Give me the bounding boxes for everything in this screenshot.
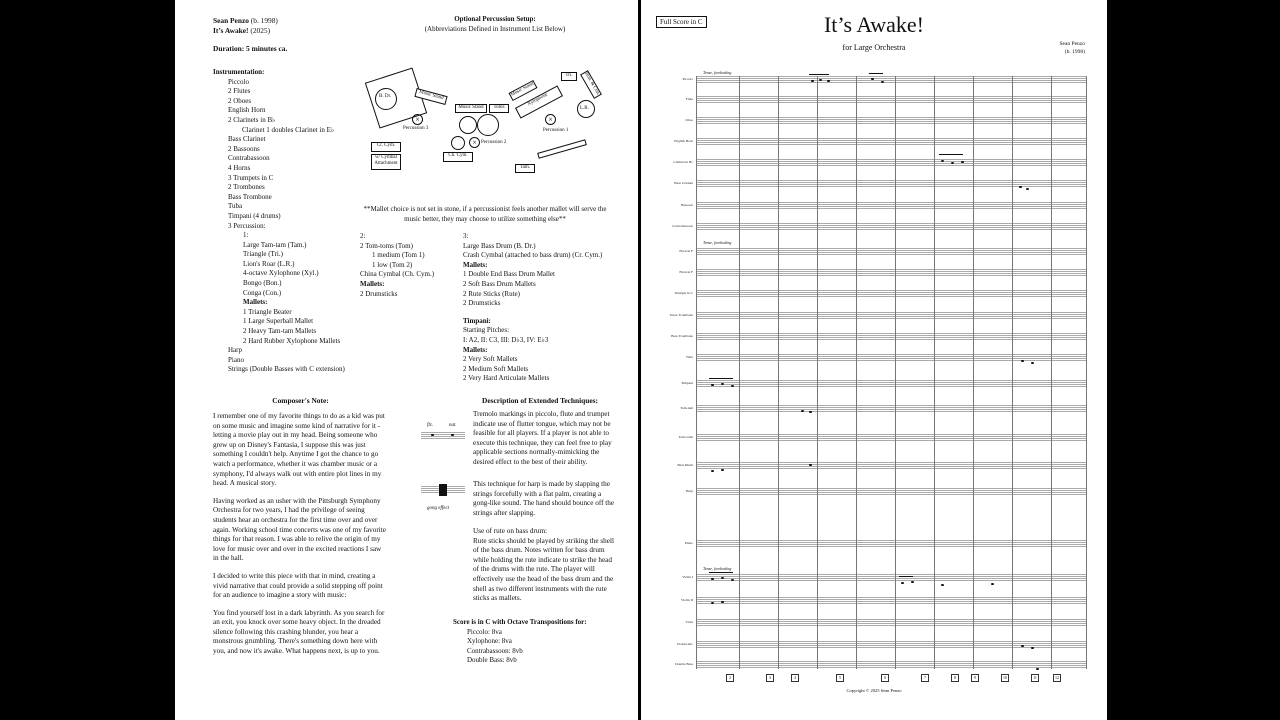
note-head — [1026, 188, 1029, 190]
note-paragraph: I decided to write this piece with that in mind, creating a vivid narrative that could provide a solid stepping off point for an audience to imagine a story with music: — [213, 571, 383, 600]
player-marker-2: × — [469, 137, 480, 148]
instrument-item: Harp — [228, 346, 242, 355]
measure-number: 10 — [1003, 675, 1007, 680]
note-head — [941, 584, 944, 586]
label-lions-roar: L.R. — [580, 106, 589, 111]
label-cymbal-attachment: w/ Cymbal Attachment — [371, 154, 401, 170]
beam — [709, 378, 733, 379]
instrument-label: Harp — [686, 489, 693, 493]
staff — [696, 661, 1086, 669]
instrument-label: Violin I — [682, 575, 693, 579]
techniques-heading: Description of Extended Techniques: — [481, 396, 598, 405]
instrument-label: Violoncello — [676, 642, 693, 646]
staff — [696, 405, 1086, 413]
perc-item: 2 Tom-toms (Tom) — [360, 241, 413, 250]
mallets-label: Mallets: — [463, 260, 488, 269]
instrument-label: Horn in F — [679, 270, 693, 274]
rute-title: Use of rute on bass drum: — [473, 527, 548, 535]
perc-item: China Cymbal (Ch. Cym.) — [360, 270, 435, 279]
transpositions — [453, 618, 587, 666]
copyright: Copyright © 2025 Sean Penzo — [846, 688, 902, 693]
tom-2-shape — [477, 114, 499, 136]
perc-item: Large Bass Drum (B. Dr.) — [463, 241, 536, 250]
percussion-3-number: 3: — [463, 232, 469, 240]
mallet-item: 2 Medium Soft Mallets — [463, 364, 529, 373]
instrument-label: Tam-tam — [680, 406, 693, 410]
measure-number: 11 — [1031, 674, 1039, 682]
staff — [696, 202, 1086, 210]
staff — [696, 138, 1086, 146]
perc-item: 4-octave Xylophone (Xyl.) — [243, 269, 319, 278]
harp-text: This technique for harp is made by slapping the strings forcefully with a flat palm, creating a gong-like sound. The hand should bounce off the strings after slapping. — [473, 480, 615, 517]
transpositions-heading: Score is in C with Octave Transpositions for: — [453, 618, 587, 626]
note-head — [1031, 362, 1034, 364]
percussion-2-list — [360, 232, 434, 299]
instrument-label: Piano — [685, 541, 693, 545]
score-composer-born: (b. 1998) — [1064, 49, 1085, 55]
percussion-setup-diagram — [365, 66, 620, 178]
instrument-label: Bass Clarinet — [674, 181, 693, 185]
instrumentation-list — [213, 68, 345, 375]
staff — [696, 434, 1086, 442]
staff — [696, 312, 1086, 320]
staff — [696, 354, 1086, 362]
instrument-label: Bass Trombone — [671, 334, 693, 338]
figure-note — [451, 434, 454, 436]
perc-item: 1 medium (Tom 1) — [372, 251, 425, 260]
slap-symbol — [439, 484, 447, 496]
rute-block — [473, 527, 618, 604]
staff — [696, 380, 1086, 388]
measure-number: 8 — [951, 674, 959, 682]
instrument-label: Violin II — [681, 598, 693, 602]
instrument-label: Viola — [685, 620, 693, 624]
instrument-label: Tuba — [685, 355, 693, 359]
note-head — [731, 385, 734, 387]
note-head — [911, 581, 914, 583]
label-bongo-conga: Bon. & Con. — [580, 70, 602, 99]
perc-item: Lion's Roar (L.R.) — [243, 259, 295, 268]
composers-note-heading: Composer's Note: — [272, 396, 329, 405]
staff — [696, 462, 1086, 470]
instrument-item: 2 Oboes — [228, 96, 252, 105]
composer-birth: (b. 1998) — [248, 16, 278, 25]
timpani-heading: Timpani: — [463, 316, 491, 325]
piece-year: (2025) — [248, 26, 271, 35]
instrument-item: 2 Bassoons — [228, 144, 260, 153]
tremolo-text: Tremolo markings in piccolo, flute and trumpet indicate use of flutter tongue, which may not be feasible for all players. If a player is not able to execute this technique, they can feel free to play applicable sections normally-mimicking the desired effect to the best of their ability. — [473, 410, 612, 466]
mallets-label: Mallets: — [463, 345, 488, 354]
instrument-label: Contrabassoon — [672, 224, 693, 228]
score-composer: Sean Penzo — [1059, 41, 1085, 47]
barline — [817, 76, 818, 669]
note-head — [801, 410, 804, 412]
staff — [696, 619, 1086, 627]
rute-text: Rute sticks should be played by striking the shell of the bass drum. Notes written for bass drum while holding the rute indicate to strike the head of the drums with the rute. The player will effectively use the head of the bass drum and the shell as two different instruments with the rute sticks as mallets. — [473, 536, 614, 603]
instrument-item: 2 Clarinets in B♭ — [228, 115, 276, 124]
transposition-item: Double Bass: 8vb — [467, 656, 517, 665]
duration: Duration: 5 minutes ca. — [213, 44, 288, 53]
note-head — [731, 579, 734, 581]
staff — [696, 117, 1086, 125]
note-head — [711, 470, 714, 472]
note-head — [1019, 186, 1022, 188]
note-head — [711, 384, 714, 386]
measure-number: 5 — [836, 674, 844, 682]
mallet-item: 2 Soft Bass Drum Mallets — [463, 279, 536, 288]
label-percussion-2: Percussion 2 — [481, 140, 507, 145]
barline — [739, 76, 740, 669]
staff — [696, 290, 1086, 298]
instrument-label: Trumpet in C — [674, 291, 693, 295]
note-head — [951, 162, 954, 164]
music-stand-2: Music Stand — [455, 104, 487, 113]
instrument-item: Piccolo — [228, 77, 249, 86]
xylophone-shape: Xylophone — [515, 85, 563, 118]
barline — [895, 76, 896, 669]
instrument-item: 3 Trumpets in C — [228, 173, 274, 182]
instrument-item: English Horn — [228, 106, 266, 115]
barline — [1086, 76, 1087, 669]
note-head — [711, 578, 714, 580]
tempo-marking: Tense, foreboding — [703, 70, 732, 75]
measure-number: 7 — [921, 674, 929, 682]
beam — [869, 73, 883, 74]
instrument-label: Bassoon — [681, 203, 693, 207]
barline — [1012, 76, 1013, 669]
instrument-item: Tuba — [228, 202, 243, 211]
barline — [934, 76, 935, 669]
beam — [809, 74, 829, 75]
note-head — [961, 161, 964, 163]
label-percussion-3: Percussion 3 — [403, 126, 429, 131]
note-head — [991, 583, 994, 585]
note-head — [827, 80, 830, 82]
piece-title: It’s Awake! — [213, 26, 249, 35]
score-page — [641, 0, 1107, 720]
mallet-item: 1 Triangle Beater — [243, 307, 292, 316]
staff — [696, 96, 1086, 104]
perc-item: 1 low (Tom 2) — [372, 260, 413, 269]
mallet-item: 2 Hard Rubber Xylophone Mallets — [243, 336, 341, 345]
staff — [696, 180, 1086, 188]
note-head — [1031, 647, 1034, 649]
mallet-note: **Mallet choice is not set in stone, if a percussionist feels another mallet will serve the music better, they may choose to utilize something else** — [363, 205, 607, 223]
instrument-label: English Horn — [674, 139, 693, 143]
nat-label: nat. — [449, 423, 457, 428]
instrument-label: Horn in F — [679, 249, 693, 253]
program-notes-page — [175, 0, 638, 720]
note-head — [1036, 668, 1039, 670]
note-head — [721, 577, 724, 579]
percussion-1-list — [228, 231, 345, 346]
label-triangle: Tri. — [561, 72, 577, 81]
instrument-item: 2 Flutes — [228, 87, 251, 96]
beam — [899, 576, 913, 577]
mallets-label: Mallets: — [243, 298, 268, 307]
china-cymbal-shape — [451, 136, 465, 150]
beam — [939, 154, 963, 155]
mallet-item: 2 Heavy Tam-tam Mallets — [243, 327, 317, 336]
measure-number: 2 — [726, 674, 734, 682]
timpani-pitches: I: A2, II: C3, III: D♭3, IV: E♭3 — [463, 335, 549, 344]
player-marker-3: × — [412, 114, 423, 125]
gong-effect-figure — [421, 478, 465, 516]
instrument-label: Double Bass — [675, 662, 693, 666]
perc-item: Large Tam-tam (Tam.) — [243, 240, 307, 249]
instrument-item: Piano — [228, 355, 244, 364]
instrument-item: Bass Trombone — [228, 192, 272, 201]
perc-item: Crash Cymbal (attached to bass drum) (Cr. Cym.) — [463, 251, 603, 260]
instrument-item: 2 Trombones — [228, 183, 265, 192]
label-percussion-1: Percussion 1 — [543, 128, 569, 133]
figure-staff — [421, 432, 465, 440]
setup-subheading: (Abbreviations Defined in Instrument List Below) — [424, 24, 566, 33]
label-bass-drum: B. Dr. — [379, 94, 392, 99]
instrument-label: Piccolo — [682, 77, 693, 81]
percussion-1-number: 1: — [243, 231, 249, 240]
note-head — [721, 469, 724, 471]
tempo-marking-brass: Tense, foreboding — [703, 240, 732, 245]
gong-effect-label: gong effect — [427, 506, 450, 511]
note-paragraph: You find yourself lost in a dark labyrinth. As you search for an exit, you knock over some heavy object. In the dreaded silence following this crashing blunder, you hear a monstrous grumbling. There's something down here with you, and now it's awake. What happens next, is up to you. — [213, 608, 385, 656]
full-score-badge: Full Score in C — [656, 16, 707, 28]
staff — [696, 269, 1086, 277]
note-head — [871, 78, 874, 80]
note-head — [721, 601, 724, 603]
instrument-item: Strings (Double Basses with C extension) — [228, 365, 345, 374]
barline — [696, 76, 697, 669]
instrument-item: Timpani (4 drums) — [228, 211, 281, 220]
note-paragraph: Having worked as an usher with the Pittsburgh Symphony Orchestra for two years, I had the privilege of seeing students hear an orchestra for the first time over and over again. Working school time concerts was one of my favorite things for that reason. I was able to relive the origin of my love for music over and over in the excited reactions I saw in the hall. — [213, 496, 386, 563]
label-china-cymbal: Ch. Cym. — [443, 152, 473, 162]
label-crash-cymbal: Cr. Cym. — [371, 142, 401, 152]
instrument-item: Bass Clarinet — [228, 135, 266, 144]
instrument-label: Tom-toms — [678, 435, 693, 439]
barline — [1051, 76, 1052, 669]
perc-item: Triangle (Tri.) — [243, 250, 283, 259]
staff — [696, 488, 1086, 496]
measure-number: 4 — [791, 674, 799, 682]
score-system — [641, 0, 1107, 720]
barline — [973, 76, 974, 669]
note-head — [1021, 360, 1024, 362]
barline — [856, 76, 857, 669]
mallets-label: Mallets: — [360, 279, 385, 288]
note-head — [809, 411, 812, 413]
perc-item: Bongo (Bon.) — [243, 279, 282, 288]
staff — [696, 248, 1086, 256]
score-title: It’s Awake! — [823, 12, 924, 37]
note-head — [809, 464, 812, 466]
staff — [696, 540, 1086, 548]
mallet-item: 2 Very Soft Mallets — [463, 355, 518, 364]
flz-label: flz. — [427, 423, 433, 428]
tom-1-shape — [459, 116, 477, 134]
staff — [696, 76, 1086, 84]
tam-tam-shape — [537, 139, 587, 159]
note-head — [881, 81, 884, 83]
music-stand-1: Music Stand — [414, 88, 447, 105]
instrument-label: Clarinet in B♭ — [673, 160, 693, 164]
tempo-marking-strings: Tense, foreboding — [703, 566, 732, 571]
score-subtitle: for Large Orchestra — [842, 43, 906, 52]
note-paragraph: I remember one of my favorite things to do as a kid was put on some music and imagine some kind of narrative for it - letting a movie play out in my head. Being someone who grew up on Disney's Fantasia, I suppose this was just something I couldn't help. Anytime I got the chance to go watch a performance, whether it was chamber music or a symphony, I'd always walk out with entire plot lines in my head. A musical story. — [213, 412, 385, 488]
note-head — [901, 582, 904, 584]
instrument-label: Flute — [685, 97, 693, 101]
transposition-item: Piccolo: 8va — [467, 627, 502, 636]
label-toms: Toms — [489, 104, 509, 113]
measure-number: 6 — [881, 674, 889, 682]
mallet-item: 2 Drumsticks — [360, 289, 398, 298]
staff — [696, 574, 1086, 582]
staff — [696, 159, 1086, 167]
note-head — [711, 602, 714, 604]
note-head — [1021, 645, 1024, 647]
staff — [696, 333, 1086, 341]
measure-number: 9 — [971, 674, 979, 682]
instrument-label: Bass Drum — [677, 463, 693, 467]
mallet-item: 1 Double End Bass Drum Mallet — [463, 270, 555, 279]
instrument-label: Oboe — [685, 118, 693, 122]
setup-heading: Optional Percussion Setup: — [454, 15, 536, 23]
instrument-item: Contrabassoon — [228, 154, 270, 163]
measure-number: 12 — [1055, 675, 1059, 680]
note-head — [811, 80, 814, 82]
music-stand-3: Music Stand — [509, 80, 538, 101]
note-head — [941, 160, 944, 162]
composer-name: Sean Penzo — [213, 16, 249, 25]
staff — [696, 641, 1086, 649]
staff — [696, 597, 1086, 605]
instrument-item: Clarinet 1 doubles Clarinet in E♭ — [242, 125, 335, 134]
note-head — [819, 79, 822, 81]
mallet-item: 2 Rute Sticks (Rute) — [463, 289, 520, 298]
instrumentation-heading: Instrumentation: — [213, 68, 265, 76]
perc-item: Conga (Con.) — [243, 288, 282, 297]
percussion-2-number: 2: — [360, 232, 366, 240]
mallet-item: 1 Large Superball Mallet — [243, 317, 314, 326]
setup-heading-block — [405, 15, 585, 34]
beam — [709, 572, 733, 573]
instrument-label: Timpani — [681, 381, 693, 385]
timpani-pitches-label: Starting Pitches: — [463, 326, 510, 335]
transposition-item: Xylophone: 8va — [467, 637, 512, 646]
mallet-item: 2 Very Hard Articulate Mallets — [463, 374, 550, 383]
label-tam-tam: Tam. — [515, 164, 535, 173]
instrument-label: Tenor Trombone — [669, 313, 693, 317]
measure-number: 3 — [766, 674, 774, 682]
instrument-item: 4 Horns — [228, 163, 251, 172]
note-head — [721, 383, 724, 385]
percussion-3-list — [463, 232, 602, 384]
composers-note — [213, 396, 388, 665]
header-block — [213, 16, 287, 54]
flutter-tongue-figure — [421, 420, 465, 464]
mallet-item: 2 Drumsticks — [463, 299, 501, 308]
staff — [696, 223, 1086, 231]
instrument-item: 3 Percussion: — [228, 221, 266, 230]
player-marker-1: × — [545, 114, 556, 125]
figure-note — [431, 434, 434, 436]
transposition-item: Contrabassoon: 8vb — [467, 646, 523, 655]
barline — [778, 76, 779, 669]
